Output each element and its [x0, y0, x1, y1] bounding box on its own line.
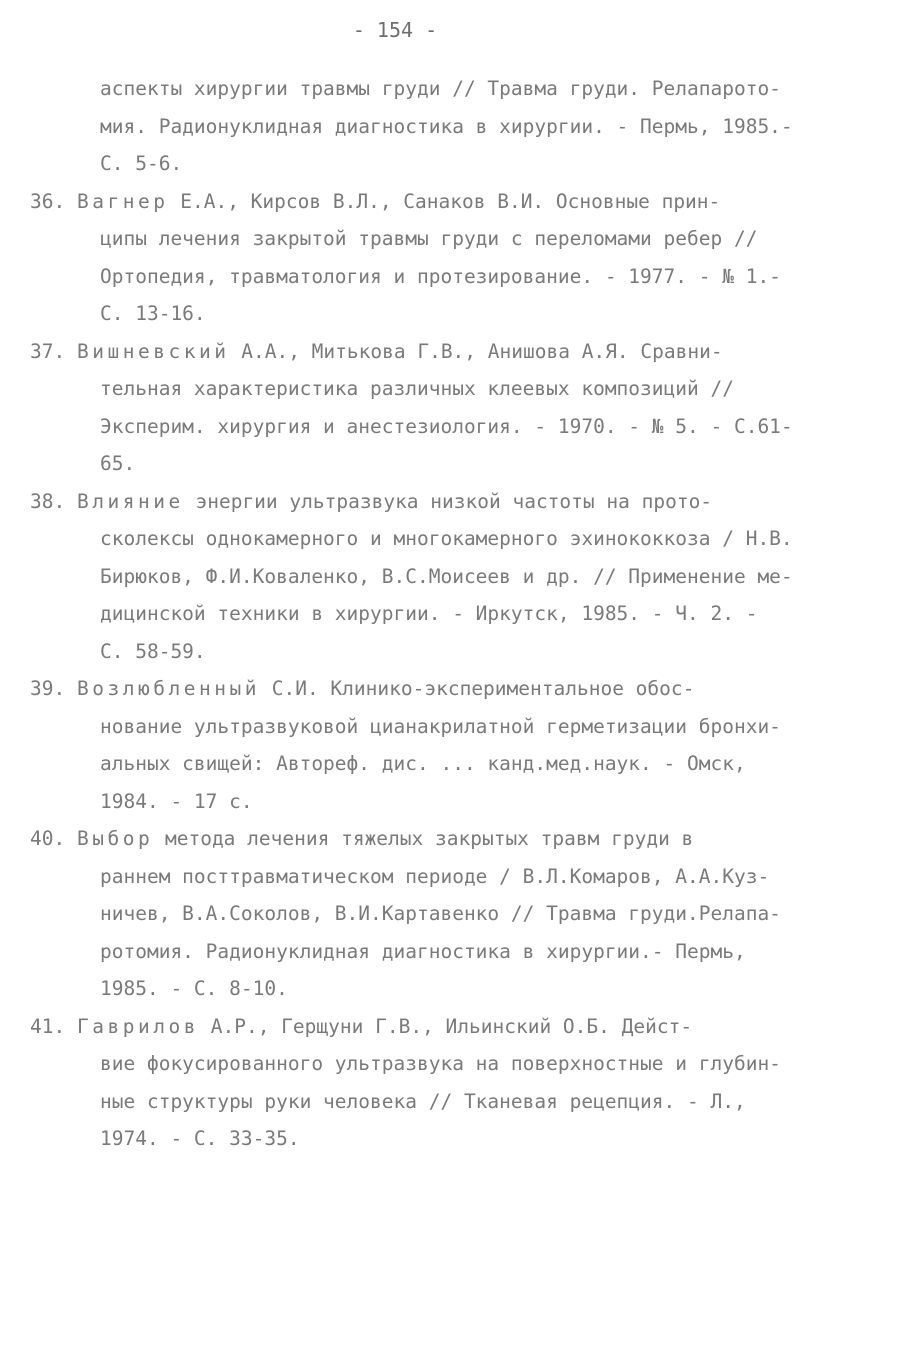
page-number: - 154 - [352, 18, 438, 42]
entry-number: 39. [30, 677, 66, 700]
text-line: метода лечения тяжелых закрытых травм груди в [164, 827, 694, 850]
text-line: Е.А., Кирсов В.Л., Санаков В.И. Основные прин- [180, 189, 721, 213]
bibliography-entry-36 [30, 183, 845, 333]
text-line: С. 58-59. [100, 639, 206, 663]
bibliography-entry-40 [30, 820, 845, 1008]
bibliography-entry-38 [30, 483, 845, 671]
text-line: сколексы однокамерного и многокамерного эхинококкоза / Н.В. [100, 527, 793, 550]
text-line: А.Р., Герщуни Г.В., Ильинский О.Б. Дейст- [210, 1014, 693, 1038]
bibliography-entry-41 [30, 1008, 845, 1158]
text-line: дицинской техники в хирургии. - Иркутск, 1985. - Ч. 2. - [100, 602, 758, 625]
text-line: 1974. - С. 33-35. [100, 1127, 300, 1150]
entry-number: 38. [30, 489, 66, 513]
entry-number: 40. [30, 827, 66, 850]
text-line: А.А., Митькова Г.В., Анишова А.Я. Сравни- [241, 339, 723, 363]
text-line: 1984. - 17 с. [100, 789, 253, 813]
text-line: С. 5-6. [100, 152, 183, 175]
text-line: 1985. - С. 8-10. [100, 977, 288, 1000]
bibliography-entry-39 [30, 670, 845, 820]
text-line: С.И. Клинико-экспериментальное обос- [271, 677, 695, 700]
text-line: мия. Радионуклидная диагностика в хирургии. - Пермь, 1985.- [100, 114, 793, 138]
entry-author: Влияние [76, 489, 184, 513]
text-line: тельная характеристика различных клеевых композиций // [100, 377, 734, 400]
text-line: Ортопедия, травматология и протезирование. - 1977. - № 1.- [100, 264, 781, 288]
text-line: С. 13-16. [100, 302, 206, 325]
text-line: ничев, В.А.Соколов, В.И.Картавенко // Травма груди.Релапа- [100, 902, 781, 925]
entry-number: 37. [30, 339, 66, 363]
text-line: ротомия. Радионуклидная диагностика в хирургии.- Пермь, [100, 939, 746, 963]
entry-author: Гаврилов [76, 1014, 199, 1038]
text-line: раннем посттравматическом периоде / В.Л.Комаров, А.А.Куз- [100, 864, 770, 888]
text-line: аспекты хирургии травмы груди // Травма груди. Релапарото- [100, 77, 781, 100]
text-line: альных свищей: Автореф. дис. ... канд.мед.наук. - Омск, [100, 752, 746, 775]
text-line: ные структуры руки человека // Тканевая рецепция. - Л., [100, 1089, 746, 1113]
entry-author: Вишневский [76, 339, 230, 363]
entry-author: Выбор [76, 827, 154, 850]
text-line: Бирюков, Ф.И.Коваленко, В.С.Моисеев и др. // Применение ме- [100, 564, 793, 588]
entry-number: 36. [30, 189, 66, 213]
entry-number: 41. [30, 1014, 66, 1038]
text-line: нование ультразвуковой цианакрилатной герметизации бронхи- [100, 714, 781, 738]
entry-author: Возлюбленный [76, 677, 260, 700]
bibliography-entry-37 [30, 333, 845, 483]
bibliography-text [30, 70, 845, 1158]
text-line: вие фокусированного ультразвука на поверхностные и глубин- [100, 1052, 781, 1075]
text-line: 65. [100, 452, 136, 475]
text-line: Эксперим. хирургия и анестезиология. - 1970. - № 5. - С.61- [100, 414, 793, 438]
text-line: ципы лечения закрытой травмы груди с переломами ребер // [100, 227, 758, 250]
text-line: энергии ультразвука низкой частоты на прото- [195, 489, 713, 513]
entry-author: Вагнер [76, 189, 169, 213]
continued-entry [100, 70, 845, 183]
